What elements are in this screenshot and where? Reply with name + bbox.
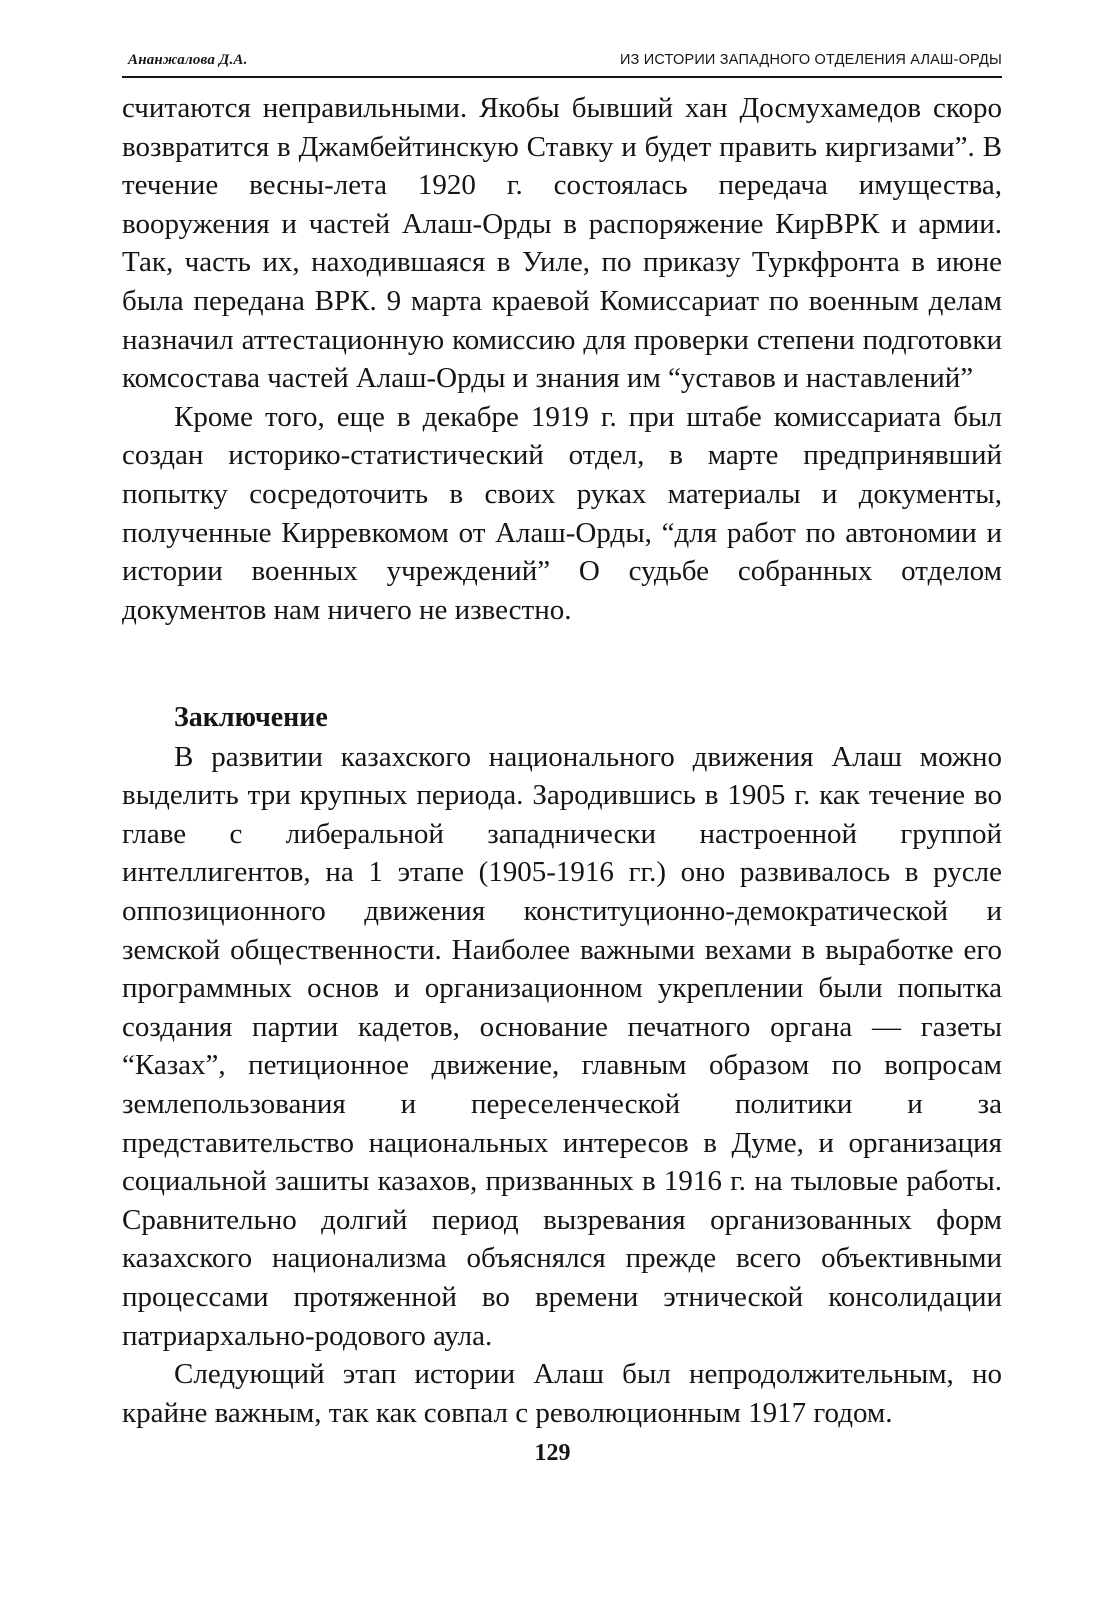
section-heading: Заключение	[174, 702, 328, 733]
paragraph-continued: считаются неправильными. Якобы бывший хан Досмухамедов скоро возвратится в Джамбейтинскую Ставку и будет править киргизами”. В течение весны-лета 1920 г. состоялась передача имущества, вооружения и частей Алаш-Орды в распоряжение КирВРК и армии. Так, часть их, находившаяся в Уиле, по приказу Туркфронта в июне была передана ВРК. 9 марта краевой Комиссариат по военным делам назначил аттестационную комиссию для проверки степени подготовки комсостава частей Алаш-Орды и знания им “уставов и наставлений”	[122, 92, 1002, 395]
header-running-title: ИЗ ИСТОРИИ ЗАПАДНОГО ОТДЕЛЕНИЯ АЛАШ-ОРДЫ	[619, 52, 1002, 68]
paragraph: В развитии казахского национального движения Алаш можно выделить три крупных периода. Зародившись в 1905 г. как течение во главе с либеральной западнически настроенной группой интеллигентов, на 1 этапе (1905-1916 гг.) оно развивалось в русле оппозиционного движения конституционно-демократической и земской общественности. Наиболее важными вехами в выработке его программных основ и организационном укреплении были попытка создания партии кадетов, основание печатного органа — газеты “Казах”, петиционное движение, главным образом по вопросам землепользования и переселенческой политики и за представительство национальных интересов в Думе, и организация социальной зашиты казахов, призванных в 1916 г. на тыловые работы. Сравнительно долгий период вызревания организованных форм казахского национализма объяснялся прежде всего объективными процессами протяженной во времени этнической консолидации патриархально-родового аула.	[122, 740, 1002, 1352]
running-header	[122, 38, 1002, 78]
body-text-top	[122, 89, 1002, 629]
paragraph: Кроме того, еще в декабре 1919 г. при штабе комиссариата был создан историко-статистический отдел, в марте предпринявший попытку сосредоточить в своих руках материалы и документы, полученные Кирревкомом от Алаш-Орды, “для работ по автономии и истории военных учреждений” О судьбе собранных отделом документов нам ничего не известно.	[122, 400, 1002, 626]
body-text-conclusion	[122, 699, 1002, 1432]
paragraph: Следующий этап истории Алаш был непродолжительным, но крайне важным, так как совпал с революционным 1917 годом.	[122, 1358, 1002, 1429]
header-author: Ананжалова Д.А.	[128, 52, 248, 68]
page-number: 129	[534, 1440, 571, 1466]
